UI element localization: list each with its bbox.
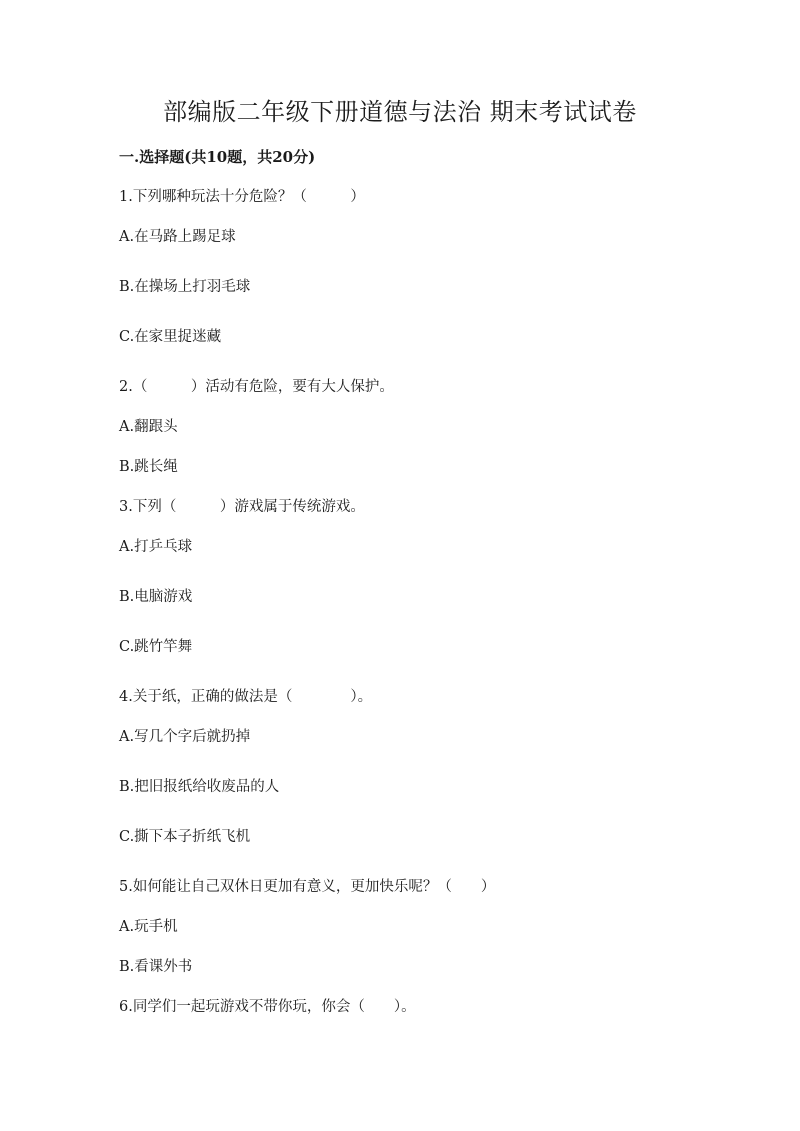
question-5-stem: 5.如何能让自己双休日更加有意义，更加快乐呢？（ ） <box>119 879 496 895</box>
question-4-option-c: C.撕下本子折纸飞机 <box>119 829 251 845</box>
question-4-option-a: A.写几个字后就扔掉 <box>119 729 251 745</box>
question-5-option-b: B.看课外书 <box>119 959 193 975</box>
question-2-option-b: B.跳长绳 <box>119 459 178 475</box>
section-heading: 一.选择题(共10题，共20分) <box>119 148 316 166</box>
question-4-stem: 4.关于纸，正确的做法是（ ）。 <box>119 689 373 705</box>
question-3-option-b: B.电脑游戏 <box>119 589 193 605</box>
question-2-option-a: A.翻跟头 <box>119 419 178 435</box>
question-1-stem: 1.下列哪种玩法十分危险？（ ） <box>119 189 365 205</box>
question-1-option-c: C.在家里捉迷藏 <box>119 329 222 345</box>
question-1-option-b: B.在操场上打羽毛球 <box>119 279 251 295</box>
question-2-stem: 2.（ ）活动有危险，要有大人保护。 <box>119 379 394 395</box>
question-3-option-a: A.打乒乓球 <box>119 539 193 555</box>
question-3-option-c: C.跳竹竿舞 <box>119 639 193 655</box>
page-title: 部编版二年级下册道德与法治 期末考试试卷 <box>163 98 637 126</box>
question-3-stem: 3.下列（ ）游戏属于传统游戏。 <box>119 499 365 515</box>
question-4-option-b: B.把旧报纸给收废品的人 <box>119 779 280 795</box>
question-6-stem: 6.同学们一起玩游戏不带你玩，你会（ ）。 <box>119 999 416 1015</box>
question-1-option-a: A.在马路上踢足球 <box>119 229 236 245</box>
question-5-option-a: A.玩手机 <box>119 919 178 935</box>
